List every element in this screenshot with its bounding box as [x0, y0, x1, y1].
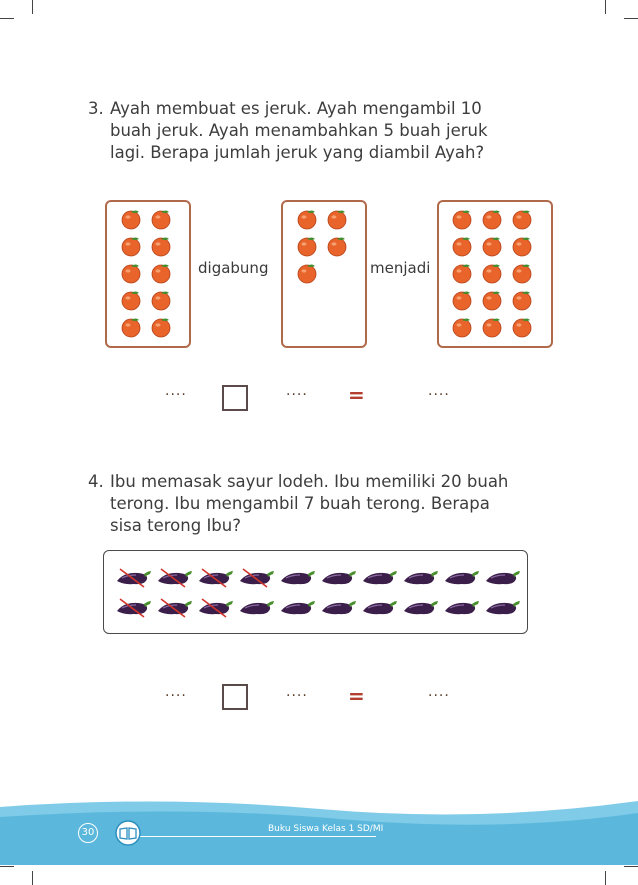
- question-4-number: 4.: [88, 472, 104, 491]
- eggplant-icon: [483, 566, 521, 588]
- q4-operator-box[interactable]: [222, 684, 248, 710]
- question-3-line-1: Ayah membuat es jeruk. Ayah mengambil 10: [110, 99, 482, 118]
- orange-icon: [481, 262, 503, 284]
- eggplant-icon: [483, 596, 521, 618]
- orange-icon: [451, 262, 473, 284]
- orange-icon: [150, 316, 172, 338]
- eggplant-icon: [114, 566, 152, 588]
- eggplant-icon: [114, 596, 152, 618]
- q3-blank-result[interactable]: ....: [428, 383, 450, 399]
- crop-mark: [32, 871, 33, 885]
- eggplant-icon: [319, 566, 357, 588]
- footer-book-title: Buku Siswa Kelas 1 SD/MI: [268, 824, 384, 834]
- orange-group-box-1: [105, 200, 191, 348]
- orange-icon: [451, 316, 473, 338]
- q3-equals-sign: =: [348, 383, 365, 407]
- question-3-line-2: buah jeruk. Ayah menambahkan 5 buah jeruk: [110, 121, 488, 140]
- orange-icon: [451, 289, 473, 311]
- eggplant-icon: [278, 566, 316, 588]
- orange-icon: [451, 235, 473, 257]
- q4-equals-sign: =: [348, 684, 365, 708]
- orange-icon: [150, 208, 172, 230]
- eggplant-box: [103, 550, 528, 634]
- orange-icon: [296, 208, 318, 230]
- orange-icon: [120, 235, 142, 257]
- question-3-number: 3.: [88, 99, 104, 118]
- crop-mark: [0, 18, 14, 19]
- eggplant-icon: [319, 596, 357, 618]
- orange-icon: [296, 235, 318, 257]
- crop-mark: [605, 0, 606, 14]
- eggplant-icon: [237, 566, 275, 588]
- orange-icon: [326, 235, 348, 257]
- question-4-line-1: Ibu memasak sayur lodeh. Ibu memiliki 20 buah: [110, 472, 509, 491]
- eggplant-icon: [442, 566, 480, 588]
- label-menjadi: menjadi: [370, 259, 431, 277]
- orange-icon: [511, 316, 533, 338]
- question-3-text: [88, 98, 488, 164]
- orange-icon: [120, 208, 142, 230]
- question-4-text: [88, 471, 508, 537]
- crop-mark: [32, 0, 33, 14]
- eggplant-icon: [196, 566, 234, 588]
- crop-mark: [624, 866, 638, 867]
- q4-blank-result[interactable]: ....: [428, 684, 450, 700]
- q4-blank-middle[interactable]: ....: [286, 684, 308, 700]
- orange-icon: [511, 289, 533, 311]
- eggplant-icon: [360, 596, 398, 618]
- eggplant-icon: [196, 596, 234, 618]
- q3-blank-middle[interactable]: ....: [286, 383, 308, 399]
- eggplant-icon: [237, 596, 275, 618]
- orange-icon: [120, 289, 142, 311]
- q4-blank-left[interactable]: ....: [165, 684, 187, 700]
- eggplant-icon: [155, 566, 193, 588]
- eggplant-icon: [401, 596, 439, 618]
- orange-icon: [481, 289, 503, 311]
- orange-icon: [511, 262, 533, 284]
- orange-icon: [481, 316, 503, 338]
- orange-icon: [481, 235, 503, 257]
- orange-icon: [451, 208, 473, 230]
- orange-icon: [481, 208, 503, 230]
- orange-icon: [150, 235, 172, 257]
- crop-mark: [624, 18, 638, 19]
- eggplant-icon: [155, 596, 193, 618]
- crop-mark: [0, 866, 14, 867]
- eggplant-icon: [278, 596, 316, 618]
- orange-group-box-2: [281, 200, 367, 348]
- orange-icon: [511, 208, 533, 230]
- orange-icon: [511, 235, 533, 257]
- orange-icon: [296, 262, 318, 284]
- orange-icon: [326, 208, 348, 230]
- orange-icon: [150, 289, 172, 311]
- question-3-line-3: lagi. Berapa jumlah jeruk yang diambil Ayah?: [110, 143, 485, 162]
- question-4-line-3: sisa terong Ibu?: [110, 516, 242, 535]
- book-icon: [115, 820, 141, 846]
- crop-mark: [605, 871, 606, 885]
- eggplant-icon: [401, 566, 439, 588]
- footer-rule: [140, 836, 376, 837]
- eggplant-icon: [442, 596, 480, 618]
- orange-icon: [120, 316, 142, 338]
- q3-operator-box[interactable]: [222, 385, 248, 411]
- eggplant-icon: [360, 566, 398, 588]
- label-digabung: digabung: [198, 259, 269, 277]
- q3-blank-left[interactable]: ....: [165, 383, 187, 399]
- orange-icon: [150, 262, 172, 284]
- page-number: 30: [78, 823, 98, 843]
- question-4-line-2: terong. Ibu mengambil 7 buah terong. Berapa: [110, 494, 490, 513]
- orange-icon: [120, 262, 142, 284]
